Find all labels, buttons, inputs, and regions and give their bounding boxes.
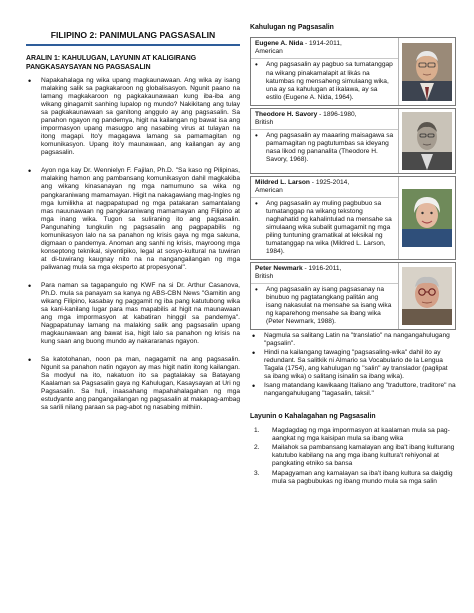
author-name: Peter Newmark [255,264,303,272]
author-name: Eugene A. Nida [255,40,304,48]
author-years: - 1896-1980, [317,110,357,118]
definition-card-text [251,38,398,104]
definition-card-nida [250,37,456,105]
intro-paragraph: • Napakahalaga ng wika upang magkaunawaan. Ang wika ay isang malaking salik sa pagkakaroon ng globalisasyon. Ngunit paano na lamang magkakaroon ng pagkakaunawaan kung iba-iba ang wikang ginagamit sanhing lupalop ng mundo? Nakikitang ang tulay sa pagkakaunawaan sa ganitong anggulo ay ang pagsasalin. Sa panahon ngayon ng pandemya, higit na kailangan ng bawat isa ang impormasyon upang masugpo ang nasabing virus at tulayan na itong magapi. Ito'y magagawa lamang sa pamamagitan ng komunikasyon. Upang ito'y maunawaan, ang kailangan ay ang pagsasalin. [26,77,240,157]
author-country: British [255,272,274,280]
fact-item: • Nagmula sa salitang Latin na "translatio" na nangangahulugang "pagsalin". [250,332,456,348]
definition-card-larson [250,176,456,260]
author-years: - 1914-2011, [303,40,342,48]
layunin-text: Magdagdag ng mga impormasyon at kaalaman mula sa pag-aangkat ng mga kaisipan mula sa ibang wika [272,426,450,442]
layunin-number: 2. [254,444,260,452]
author-definition: • Ang pagsasalin ay isang pagsasanay na binubuo ng pagtatangkang palitán ang isang nakasulat na mensahe sa isang wika ng kaparehong mensahe sa ibang wika (Peter Newmark, 1988). [255,286,394,326]
kahulugan-facts-list [250,332,456,398]
author-country: British [255,118,274,126]
definition-card-text [251,177,398,259]
layunin-item [250,470,456,486]
author-years: - 1916-2011, [302,264,342,272]
author-definition: • Ang pagsasalin ay maaaring maisagawa sa pamamagitan ng pagtutumbas sa ideyang nasa likod ng pananalita (Theodore H. Savory, 1968). [255,132,394,164]
document-title: FILIPINO 2: PANIMULANG PAGSASALIN [50,30,216,40]
intro-paragraph: • Para naman sa tagapangulo ng KWF na si Dr. Arthur Casanova, Ph.D. mula sa panayam sa kanya ng ABS-CBN News "Gamitin ang wikang Filipino, kasabay ng paggamit ng iba pang katutubong wika sa kani-kanilang lugar para mas mapabilis at higit na maunawaan ang mga impormasyon at kabatiran hinggil sa pandemya". Nagpapatunay lamang na malaking salik ang pagsasalin upang magkaunawaan ang bawat isa, higit lalo sa panahon ng krisis na kung saan ang buong mundo ay nakararanas ngayon. [26,282,240,346]
definition-card-newmark [250,262,456,330]
left-column [26,24,240,422]
right-column [250,24,456,488]
intro-paragraph-list [26,77,240,412]
author-country: American [255,48,283,56]
portrait-larson-icon [398,177,455,259]
author-definition: • Ang pagsasalin ay muling pagbubuo sa tumatanggap na wikang tekstong naghahatid ng kahalintulad na mensahe sa simulaang wika subalit gumagamit ng mga piling tuntuning gramatikal at leksikal ng tumatanggap na wika (Mildred L. Larson, 1984). [255,200,394,256]
layunin-list [250,427,456,486]
author-name: Mildred L. Larson [255,178,310,186]
kahulugan-title: Kahulugan ng Pagsasalin [250,24,334,31]
layunin-number: 1. [254,426,260,434]
portrait-savory-icon [398,109,455,173]
layunin-item [250,444,456,468]
card-divider [251,283,398,284]
layunin-text: Mailahok sa pambansang kamalayan ang iba't ibang kulturang katutubo kabilang na ang mga ibang kultura't rehiyonal at pangkating etniko sa bansa [272,444,455,468]
layunin-title: Layunin o Kahalagahan ng Pagsasalin [250,413,376,421]
definition-card-savory [250,108,456,174]
author-years: - 1925-2014, [309,178,350,186]
fact-item: • Isang matandang kawikaang Italiano ang "traduttore, traditore" na nangangahulugang "tagasalin, taksil." [250,382,456,398]
layunin-item [250,427,456,443]
portrait-newmark-icon [398,263,455,329]
author-definition: • Ang pagsasalin ay pagbuo sa tumatanggap na wikang pinakamalapit at likás na katumbas ng mensaheng simulaang wika, una ay sa kahulugan at ikalawa, ay sa estilo (Eugene A. Nida, 1964). [255,61,394,101]
layunin-number: 3. [254,469,260,477]
author-country: American [255,186,283,194]
portrait-nida-icon [398,38,455,104]
card-divider [251,197,398,198]
intro-paragraph: • Sa katotohanan, noon pa man, nagagamit na ang pagsasalin. Ngunit sa panahon natin ngayon ay mas higit natin itong kailangan. Sa modyul na ito, nakatuon ito sa pagtalakay sa Batayang Kaalaman sa Pagsasalin gaya ng Kahulugan, Kasaysayan at Uri ng Pagsasalin. Sa huli, inaasahang mapahahalagahan ng mga estudyante ang pangangailangan ng pagsasalin at makapag-ambag sa sarili nilang paraan sa pag-abot ng nasabing mithiin. [26,356,240,412]
card-divider [251,129,398,130]
author-name: Theodore H. Savory [255,110,318,118]
definition-card-text [251,109,398,173]
intro-paragraph: • Ayon nga kay Dr. Wennielyn F. Fajilan, Ph.D. "Sa kaso ng Pilipinas, malaking hamon ang pambansang komunikasyon dahil magkakiba ang wikang kinasanayan ng mga namumuno sa wika ng pangkaraniwang mamamayan. Higit na nakagawiang mag-Ingles ng mga lumilikha at nagpapatupad ng mga patakaran samantalang mas nauunawaan ng pangkaraniwang mamamayan ang Filipino at mga inang wika. Tugon sa suliraning ito ang pagsasalin. Pangunahing tungkulin ng pagsasalin ang pagpapabilis ng komunikasyon lalo na sa panahon ng krisis gaya ng mga sakuna, digmaan o pandemya. Anoman ang sanhi ng krisis, mayroong mga konseptong teknikal, siyentipiko, legal at sosyo-kultural na tuwiran at di-tuwirang kaugnay nito na na nangangailangan ng mga paliwanag mula sa mga eksperto at propesyonal". [26,167,240,271]
title-rule [26,44,240,45]
fact-item: • Hindi na kailangang tawaging "pagsasaling-wika" dahil ito ay redundant. Sa salitkik ni Almario sa Vocabulario de la Lengua Tagala (1754), ang kahulugan ng "salin" ay translador (paglipat sa ibang wika) o salitang isinalin sa ibang wika). [250,349,456,381]
lesson-title: ARALIN 1: KAHULUGAN, LAYUNIN AT KALIGIRANG PANGKASAYSAYAN NG PAGSASALIN [26,54,197,71]
card-divider [251,58,398,59]
definition-card-text [251,263,398,329]
layunin-text: Mapagyaman ang kamalayan sa iba't ibang kultura sa daigdig mula sa pagbubukas ng ibang mundo mula sa mga salin [272,469,453,485]
